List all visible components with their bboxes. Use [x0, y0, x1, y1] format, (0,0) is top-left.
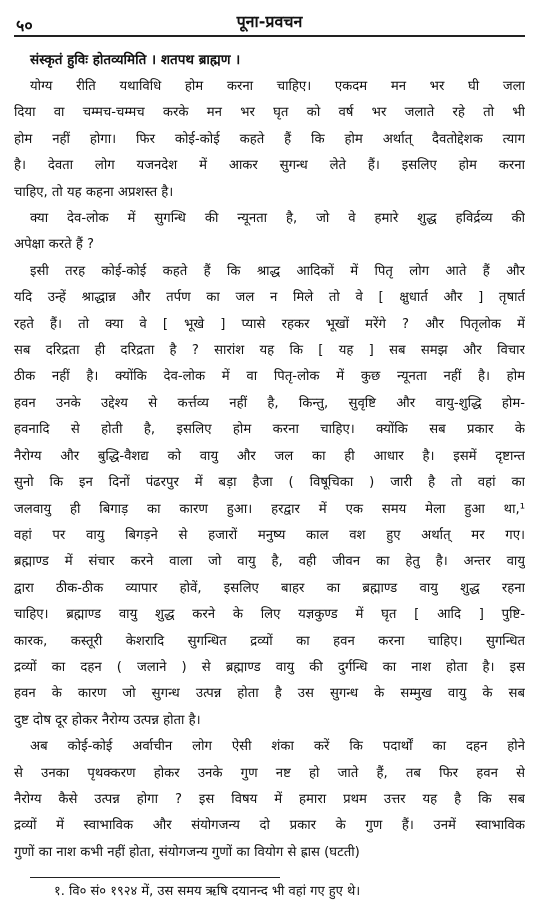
text-line: वहां पर वायु बिगड़ने से हजारों मनुष्य काल वश हुए अर्थात् मर गए। — [14, 527, 525, 543]
text-line: चाहिए, तो यह कहना अप्रशस्त है। — [14, 184, 174, 200]
text-line: से उनका पृथक्करण होकर उनके गुण नष्ट हो जाते हैं, तब फिर हवन से — [14, 765, 525, 781]
text-line: चाहिए। ब्रह्माण्ड वायु शुद्ध करने के लिए यज्ञकुण्ड में घृत [ आदि ] पुष्टि- — [14, 607, 525, 623]
footnote-rule — [30, 877, 280, 878]
text-line: है। देवता लोग यजनदेश में आकर सुगन्ध लेते हैं। इसलिए होम करना — [14, 158, 525, 174]
text-line: सुनो कि इन दिनों पंढरपुर में बड़ा हैजा ( विषूचिका ) जारी है तो वहां का — [14, 475, 525, 491]
text-line: द्रव्यों में स्वाभाविक और संयोगजन्य दो प्रकार के गुण हैं। उनमें स्वाभाविक — [14, 818, 525, 834]
text-line: नैरोग्य कैसे उत्पन्न होगा ? इस विषय में हमारा प्रथम उत्तर यह है कि सब — [14, 791, 525, 807]
text-line: गुणों का नाश कभी नहीं होता, संयोगजन्य गुणों का वियोग से ह्रास (घटती) — [14, 844, 360, 860]
text-line: सब दरिद्रता ही दरिद्रता है ? सारांश यह कि [ यह ] सब समझ और विचार — [14, 343, 525, 359]
text-line: कारक, कस्तूरी केशरादि सुगन्धित द्रव्यों का हवन करना चाहिए। सुगन्धित — [14, 633, 525, 649]
paragraph — [14, 259, 525, 734]
page-number: ५० — [16, 16, 33, 35]
paragraph — [14, 734, 525, 866]
text-line: क्या देव-लोक में सुगन्धि की न्यूनता है, जो वे हमारे शुद्ध हविर्द्रव्य की — [30, 211, 525, 227]
header-rule — [14, 35, 525, 37]
text-line: ठीक नहीं है। क्योंकि देव-लोक में वा पितृ-लोक में कुछ न्यूनता नहीं है। होम — [14, 369, 525, 385]
paragraphs — [14, 74, 525, 866]
sanskrit-quote: संस्कृतं हुविः होतव्यमिति । शतपथ ब्राह्मण । — [30, 52, 241, 68]
text-line: हवन के कारण जो सुगन्ध उत्पन्न होता है उस सुगन्ध के सम्मुख वायु के सब — [14, 686, 525, 702]
text-line: हवनादि से होती है, इसलिए होम करना चाहिए। क्योंकि सब प्रकार के — [14, 422, 525, 438]
text-line: यदि उन्हें श्राद्धान्न और तर्पण का जल न मिले तो वे [ क्षुधार्त और ] तृषार्त — [14, 290, 525, 306]
text-line: अब कोई-कोई अर्वाचीन लोग ऐसी शंका करें कि पदार्थों का दहन होने — [30, 739, 525, 755]
text-line: होम नहीं होगा। फिर कोई-कोई कहते हैं कि होम अर्थात् दैवतोद्देशक त्याग — [14, 131, 525, 147]
paragraph — [14, 74, 525, 206]
text-line: रहते हैं। तो क्या वे [ भूखे ] प्यासे रहकर भूखों मरेंगे ? और पितृलोक में — [14, 316, 525, 332]
text-line: हवन उनके उद्देश्य से कर्त्तव्य नहीं है, किन्तु, सुवृष्टि और वायु-शुद्धि होम- — [14, 395, 525, 411]
text-line: योग्य रीति यथाविधि होम करना चाहिए। एकदम मन भर घी जला — [30, 79, 525, 94]
text-line: नैरोग्य और बुद्धि-वैशद्य को वायु और जल का ही आधार है। इसमें दृष्टान्त — [14, 448, 525, 464]
body-text — [14, 48, 525, 866]
text-line: जलवायु ही बिगाड़ का कारण हुआ। हरद्वार में एक समय मेला हुआ था,¹ — [14, 501, 525, 517]
text-line: ब्रह्माण्ड में संचार करने वाला जो वायु है, वही जीवन का हेतु है। अन्तर वायु — [14, 554, 525, 570]
text-line: दुष्ट दोष दूर होकर नैरोग्य उत्पन्न होता है। — [14, 712, 201, 728]
running-title: पूना-प्रवचन — [236, 12, 303, 31]
text-line: अपेक्षा करते हैं ? — [14, 237, 95, 253]
text-line: इसी तरह कोई-कोई कहते हैं कि श्राद्ध आदिकों में पितृ लोग आते हैं और — [30, 263, 525, 279]
paragraph — [14, 206, 525, 259]
footnote: १. वि० सं० १९२४ में, उस समय ऋषि दयानन्द भी वहां गए हुए थे। — [54, 884, 361, 899]
text-line: दिया वा चम्मच-चम्मच करके मन भर घृत को वर्ष भर जलाते रहे तो भी — [14, 105, 525, 121]
page-header — [14, 4, 525, 34]
text-line: द्रव्यों का दहन ( जलाने ) से ब्रह्माण्ड वायु की दुर्गन्धि का नाश होता है। इस — [14, 659, 525, 675]
text-line: द्वारा ठीक-ठीक व्यापार होवें, इसलिए बाहर का ब्रह्माण्ड वायु शुद्ध रहना — [14, 580, 525, 596]
